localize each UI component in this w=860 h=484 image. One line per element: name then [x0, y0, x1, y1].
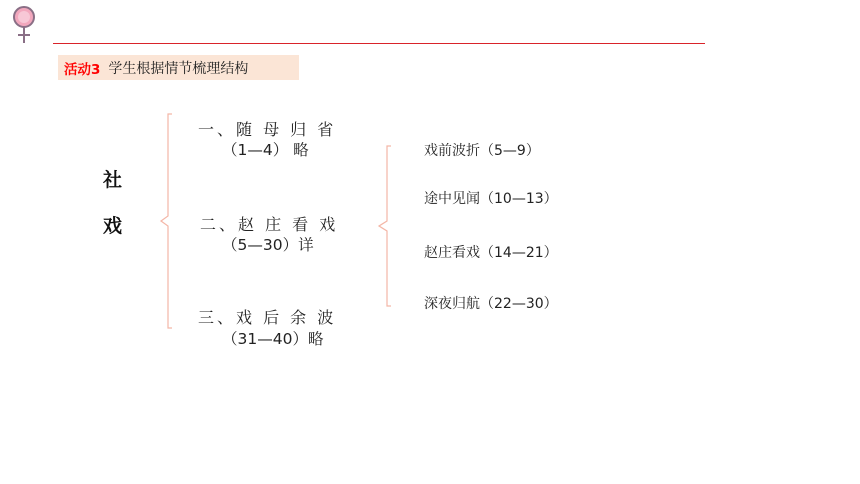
part-2-title: 二、赵 庄 看 戏 [200, 215, 339, 234]
topic-char-1: 社 [103, 169, 123, 191]
part-3-range: （31—40）略 [222, 330, 324, 348]
scene-1: 戏前波折（5—9） [424, 143, 540, 159]
part-1-title: 一、随 母 归 省 [198, 120, 337, 139]
part-3-title: 三、戏 后 余 波 [198, 308, 337, 327]
part-2 [200, 212, 338, 235]
scene-4: 深夜归航（22—30） [424, 296, 558, 312]
topic-char-2: 戏 [103, 215, 123, 237]
activity-banner [58, 55, 299, 80]
header-divider [53, 43, 705, 44]
female-symbol-icon [10, 4, 40, 44]
scene-3: 赵庄看戏（14—21） [424, 245, 558, 261]
activity-title: 学生根据情节梳理结构 [108, 60, 249, 77]
part-2-range: （5—30）详 [222, 236, 314, 254]
right-brace [375, 144, 395, 308]
activity-label: 活动3 [64, 61, 101, 78]
scene-2: 途中见闻（10—13） [424, 191, 558, 207]
left-brace [158, 112, 178, 330]
part-1 [198, 117, 336, 140]
part-3 [198, 305, 336, 328]
part-1-range: （1—4） 略 [222, 141, 309, 159]
